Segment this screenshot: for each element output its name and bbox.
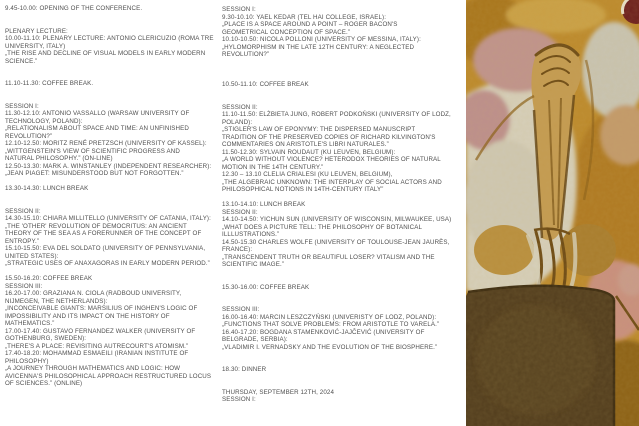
program-line: 10.10-10.50: NICOLA POLLONI (UNIVERSITY OF MESSINA, ITALY): bbox=[222, 36, 421, 43]
program-line: UNITED STATES): bbox=[5, 252, 59, 260]
program-line: „THE ALGEBRAIC UNKNOWN: THE INTERPLAY OF SOCIAL ACTORS AND bbox=[222, 178, 442, 186]
program-line: „FUNCTIONS THAT SOLVE PROBLEMS: FROM ARISTOTLE TO VARELA.” bbox=[222, 321, 440, 328]
program-line: 10.50-11.10: COFFEE BREAK bbox=[222, 81, 309, 88]
program-line: 11.50-12.30: SYLVAIN ROUDAUT (KU LEUVEN, BELGIUM): bbox=[222, 148, 396, 156]
program-line: THURSDAY, SEPTEMBER 12TH, 2024 bbox=[222, 388, 335, 396]
program-line: UNIVERSITY, ITALY) bbox=[5, 42, 66, 50]
blank-line bbox=[222, 194, 468, 202]
blank-line bbox=[5, 13, 220, 21]
blank-line bbox=[5, 20, 220, 28]
program-line: „WITTGENSTEIN'S VIEW OF SCIENTIFIC PROGRESS AND bbox=[5, 147, 180, 155]
program-line: 9.30-10.10: YAEL KEDAR (TEL HAI COLLEGE, ISRAEL): bbox=[222, 13, 387, 21]
blank-line bbox=[5, 65, 220, 73]
program-line: SESSION III: bbox=[222, 306, 260, 313]
program-line: 15.50-16.20: COFFEE BREAK bbox=[5, 275, 93, 282]
program-line: „TRANSCENDENT TRUTH OR BEAUTIFUL LOSER? VITALISM AND THE bbox=[222, 253, 435, 261]
program-line: 11.10-11.30: COFFEE BREAK. bbox=[5, 80, 94, 87]
blank-line bbox=[222, 291, 468, 299]
program-line: NATURAL PHILOSOPHY.” (ON-LINE) bbox=[5, 155, 113, 162]
program-line: AVICENNA'S PHILOSOPHICAL APPROACH RESTRUCTURED LOCUS bbox=[5, 372, 212, 380]
program-line: SESSION II: bbox=[5, 207, 41, 215]
program-line: „INCONCEIVABLE GIANTS: MARSILIUS OF INGHEN'S LOGIC OF bbox=[5, 305, 198, 312]
blank-line bbox=[222, 89, 468, 97]
blank-line bbox=[222, 374, 468, 382]
program-line: 12.30 – 13.10 CLELIA CRIALESI (KU LEUVEN, BELGIUM), bbox=[222, 171, 393, 178]
program-line: 13.30-14.30: LUNCH BREAK bbox=[5, 185, 89, 192]
program-line: „THE 'OTHER' REVOLUTION OF DEMOCRITUS: AN ANCIENT bbox=[5, 222, 187, 230]
program-line: COMMENTARIES ON ARISTOTLE'S LIBRI NATURALES.” bbox=[222, 141, 389, 148]
program-line: „THERE'S A PLACE: REVISITING AUTRECOURT'S ATOMISM.” bbox=[5, 342, 189, 350]
program-line: ENTROPY.” bbox=[5, 237, 39, 245]
blank-line bbox=[222, 351, 468, 359]
program-line: „A WORLD WITHOUT VIOLENCE? HETERODOX THEORIES OF NATURAL bbox=[222, 156, 441, 163]
program-line: 14.50-15.30 CHARLES WOLFE (UNIVERSITY OF TOULOUSE-JEAN JAURÈS, bbox=[222, 238, 450, 246]
program-line: 14.10-14.50: YICHUN SUN (UNIVERSITY OF WISCONSIN, MILWAUKEE, USA) bbox=[222, 216, 452, 223]
program-line: SESSION II: bbox=[222, 103, 258, 111]
program-line: SESSION I: bbox=[222, 6, 256, 13]
program-line: FRANCE): bbox=[222, 246, 253, 253]
blank-line bbox=[222, 276, 468, 284]
blank-line bbox=[222, 74, 468, 82]
program-column-day1 bbox=[5, 0, 220, 388]
program-line: NIJMEGEN, THE NETHERLANDS): bbox=[5, 297, 108, 305]
blank-line bbox=[222, 96, 468, 104]
program-line: 18.30: DINNER bbox=[222, 366, 267, 373]
program-line: „PLACE IS A SPACE AROUND A POINT – ROGER BACON'S bbox=[222, 21, 398, 28]
program-line: TECHNOLOGY, POLAND): bbox=[5, 117, 83, 125]
blank-line bbox=[222, 299, 468, 307]
program-line: OF SCIENCES.” (ONLINE) bbox=[5, 380, 83, 387]
program-line: 15.10-15.50: EVA DEL SOLDATO (UNIVERSITY OF PENNSYLVANIA, bbox=[5, 245, 206, 252]
blank-line bbox=[5, 178, 220, 186]
program-line: „STRATEGIC USES OF ANAXAGORAS IN EARLY MODERN PERIOD.” bbox=[5, 260, 210, 267]
blank-line bbox=[5, 268, 220, 276]
program-line: GEOMETRICAL CONCEPTION OF SPACE.” bbox=[222, 28, 351, 36]
program-line: BELGRADE, SERBIA): bbox=[222, 336, 288, 343]
program-line: MATHEMATICS.” bbox=[5, 320, 55, 327]
program-line: 16.40-17.20: BOGDANA STAMENKOVIĆ-JAJČEVIĆ (UNIVERSITY OF bbox=[222, 328, 425, 336]
program-line: PLENARY LECTURE: bbox=[5, 27, 68, 35]
program-line: ILLLUSTRATIONS.” bbox=[222, 231, 280, 238]
program-line: SESSION I: bbox=[5, 102, 39, 110]
blank-line bbox=[5, 88, 220, 96]
blank-line bbox=[5, 193, 220, 201]
program-line: IMPOSSIBILITY AND ITS IMPACT ON THE HISTORY OF bbox=[5, 312, 170, 320]
program-line: „THE RISE AND DECLINE OF VISUAL MODELS IN EARLY MODERN bbox=[5, 50, 206, 57]
program-line: SESSION I: bbox=[222, 396, 256, 403]
program-column-day2 bbox=[222, 0, 468, 404]
program-line: REVOLUTION?” bbox=[5, 132, 53, 140]
blank-line bbox=[222, 66, 468, 74]
program-line: TRADITION OF THE PRESERVED COPIES OF RICHARD KILVINGTON'S bbox=[222, 133, 436, 141]
program-line: „RELATIONALISM ABOUT SPACE AND TIME: AN UNFINISHED bbox=[5, 125, 189, 132]
blank-line bbox=[222, 269, 468, 277]
program-line: 9.45-10.00: OPENING OF THE CONFERENCE. bbox=[5, 5, 143, 12]
program-line: 11.10-11.50: ELŻBIETA JUNG, ROBERT PODKOŃSKI (UNIVERSITY OF LODZ, bbox=[222, 111, 451, 118]
blank-line bbox=[5, 73, 220, 81]
program-line: 16.00-16.40: MARCIN LESZCZYŃSKI (UNIVERISTY OF LODZ, POLAND): bbox=[222, 313, 437, 321]
blank-line bbox=[222, 59, 468, 67]
blank-line bbox=[5, 200, 220, 208]
blank-line bbox=[222, 381, 468, 389]
program-line: POLAND): bbox=[222, 118, 253, 126]
blank-line bbox=[5, 95, 220, 103]
program-line: SESSION III: bbox=[5, 282, 43, 290]
program-line: PHILOSOPHICAL NOTIONS IN 14TH-CENTURY ITALY” bbox=[222, 186, 384, 193]
program-line: SESSION II: bbox=[222, 208, 258, 216]
program-line: 10.00-11.10: PLENARY LECTURE: ANTONIO CLERICUZIO (ROMA TRE bbox=[5, 35, 214, 42]
program-line: 12.10-12.50: MORITZ RENÉ PRETZSCH (UNIVERSITY OF KASSEL): bbox=[5, 140, 207, 147]
program-line: 16.20-17.00: GRAZIANA N. CIOLA (RADBOUD UNIVERSITY, bbox=[5, 290, 182, 297]
program-line: 14.30-15.10: CHIARA MILLITELLO (UNIVERSITY OF CATANIA, ITALY): bbox=[5, 215, 211, 222]
program-line: „VLADIMIR I. VERNADSKY AND THE EVOLUTION OF THE BIOSPHERE.” bbox=[222, 343, 438, 351]
program-line: 11.30-12.10: ANTONIO VASSALLO (WARSAW UNIVERSITY OF bbox=[5, 110, 190, 117]
program-line: 17.40-18.20: MOHAMMAD ESMAEILI (IRANIAN INSTITUTE OF bbox=[5, 350, 189, 357]
program-line: SCIENCE.” bbox=[5, 57, 38, 65]
program-line: „STIGLER'S LAW OF EPONYMY: THE DISPERSED MANUSCRIPT bbox=[222, 126, 416, 133]
program-line: „A JOURNEY THROUGH MATHEMATICS AND LOGIC: HOW bbox=[5, 365, 181, 372]
conference-artwork-painting bbox=[466, 0, 639, 426]
program-line: MOTION IN THE 14TH CENTURY.” bbox=[222, 163, 324, 171]
blank-line bbox=[222, 359, 468, 367]
program-line: 12.50-13.30: MARK A. WINSTANLEY (INDEPENDENT RESEARCHER): bbox=[5, 162, 212, 170]
program-line: „HYLOMORPHISM IN THE LATE 12TH CENTURY: A NEGLECTED bbox=[222, 43, 415, 51]
program-line: SCIENTIFIC IMAGE.” bbox=[222, 261, 284, 268]
program-line: 17.00-17.40: GUSTAVO FERNANDEZ WALKER (UNIVERSITY OF bbox=[5, 327, 196, 335]
program-line: GOTHENBURG, SWEDEN): bbox=[5, 335, 87, 342]
program-line: „JEAN PIAGET: MISUNDERSTOOD BUT NOT FORGOTTEN.” bbox=[5, 170, 184, 177]
program-line: „WHAT DOES A PICTURE TELL: THE PHILOSOPHY OF BOTANICAL bbox=[222, 223, 423, 231]
program-line: PHILOSOPHY) bbox=[5, 357, 49, 365]
program-line: 13.10-14.10: LUNCH BREAK bbox=[222, 201, 306, 208]
program-line: THEORY OF THE SEA AS A FORERUNNER OF THE CONCEPT OF bbox=[5, 230, 202, 237]
program-line: 15.30-16.00: COFFEE BREAK bbox=[222, 283, 310, 291]
program-line: REVOLUTION?” bbox=[222, 51, 270, 58]
